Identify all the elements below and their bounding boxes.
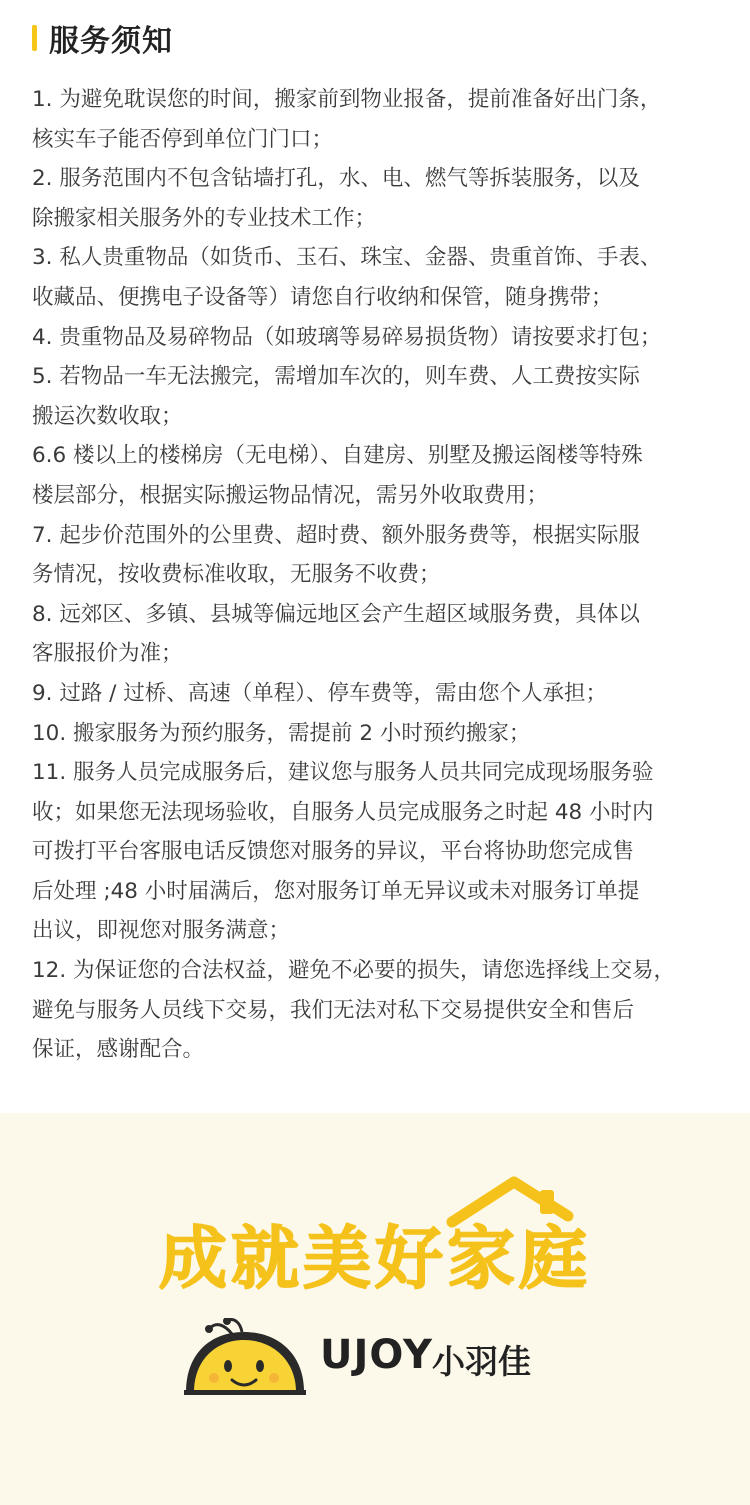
notice-line: 6.6 楼以上的楼梯房（无电梯）、自建房、别墅及搬运阁楼等特殊	[32, 443, 643, 469]
title-accent-bar	[32, 25, 37, 51]
bee-mascot-icon	[180, 1318, 316, 1398]
notice-line: 楼层部分，根据实际搬运物品情况，需另外收取费用；	[32, 482, 549, 508]
house-roof-icon	[452, 1182, 568, 1222]
notice-line: 客服报价为准；	[32, 641, 183, 667]
notice-line: 4. 贵重物品及易碎物品（如玻璃等易碎易损货物）请按要求打包；	[32, 324, 662, 350]
notice-line: 1. 为避免耽误您的时间，搬家前到物业报备，提前准备好出门条，	[32, 87, 662, 112]
notice-line: 12. 为保证您的合法权益，避免不必要的损失，请您选择线上交易，	[32, 958, 676, 984]
notice-line: 收藏品、便携电子设备等）请您自行收纳和保管，随身携带；	[32, 284, 613, 310]
notice-line: 出议，即视您对服务满意；	[32, 918, 291, 944]
notice-line: 9. 过路 / 过桥、高速（单程）、停车费等，需由您个人承担；	[32, 680, 608, 706]
notice-line: 后处理 ;48 小时届满后，您对服务订单无异议或未对服务订单提	[32, 878, 640, 904]
notice-line: 10. 搬家服务为预约服务，需提前 2 小时预约搬家；	[32, 720, 531, 746]
notice-line: 可拨打平台客服电话反馈您对服务的异议，平台将协助您完成售	[32, 839, 635, 865]
page-title: 服务须知	[49, 24, 173, 59]
notice-line: 收；如果您无法现场验收，自服务人员完成服务之时起 48 小时内	[32, 799, 654, 825]
notice-line: 务情况，按收费标准收取，无服务不收费；	[32, 562, 441, 588]
notice-line: 5. 若物品一车无法搬完，需增加车次的，则车费、人工费按实际	[32, 364, 640, 390]
brand-name-cn: 小羽佳	[432, 1342, 531, 1381]
notice-line: 避免与服务人员线下交易，我们无法对私下交易提供安全和售后	[32, 997, 635, 1023]
notice-line: 7. 起步价范围外的公里费、超时费、额外服务费等，根据实际服	[32, 522, 640, 548]
notice-line: 搬运次数收取；	[32, 403, 183, 429]
notice-line: 核实车子能否停到单位门门口；	[32, 126, 334, 152]
notice-list	[32, 80, 726, 1070]
brand-logo	[180, 1318, 580, 1398]
notice-line: 3. 私人贵重物品（如货币、玉石、珠宝、金器、贵重首饰、手表、	[32, 245, 662, 271]
slogan-graphic	[0, 1170, 750, 1300]
notice-line: 保证，感谢配合。	[32, 1037, 205, 1063]
brand-name-en: UJOY	[320, 1332, 433, 1378]
section-title-row	[32, 18, 173, 58]
notice-line: 除搬家相关服务外的专业技术工作；	[32, 205, 377, 231]
notice-line: 8. 远郊区、多镇、县城等偏远地区会产生超区域服务费，具体以	[32, 601, 640, 627]
notice-line: 11. 服务人员完成服务后，建议您与服务人员共同完成现场服务验	[32, 760, 654, 786]
slogan-text: 成就美好家庭	[158, 1220, 592, 1299]
notice-line: 2. 服务范围内不包含钻墙打孔，水、电、燃气等拆装服务，以及	[32, 166, 640, 192]
